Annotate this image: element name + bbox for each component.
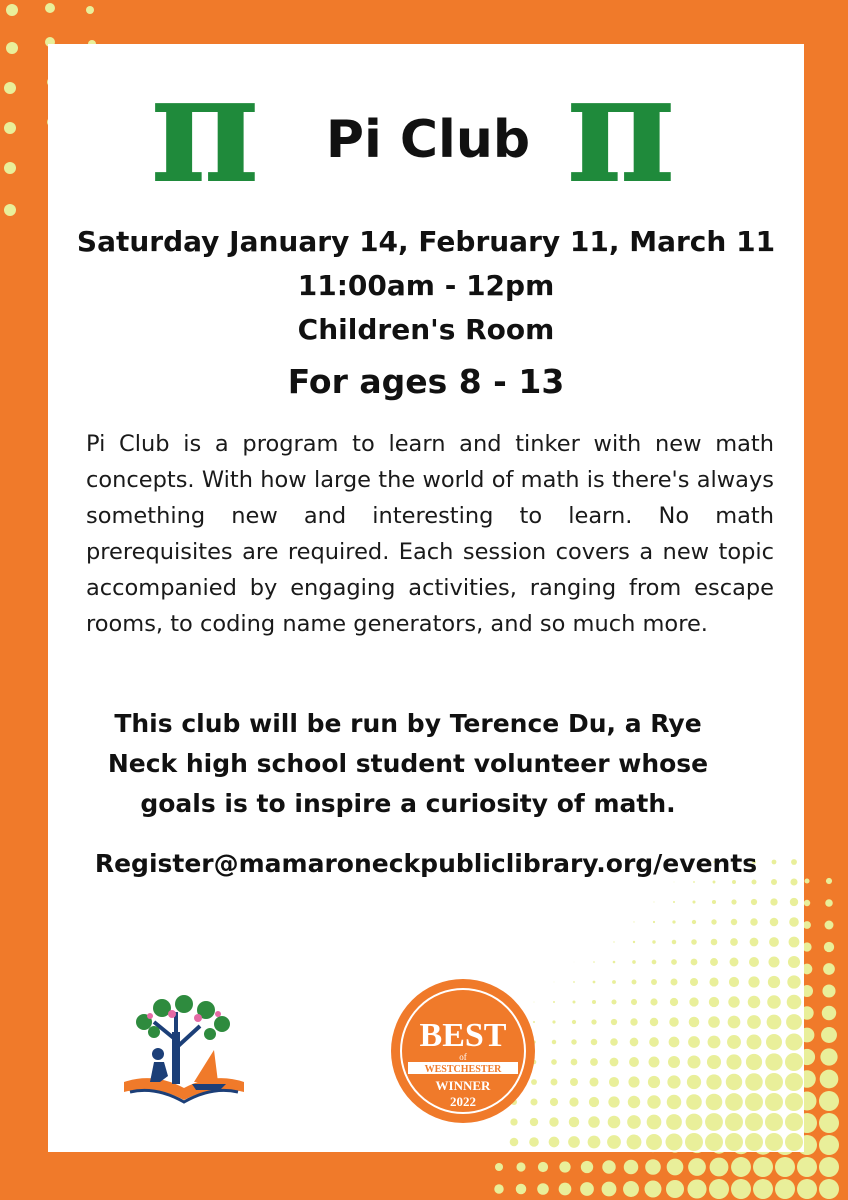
halftone-dot bbox=[581, 1161, 593, 1173]
halftone-dot bbox=[709, 977, 718, 986]
halftone-dot bbox=[775, 1157, 795, 1177]
halftone-dot bbox=[559, 1161, 570, 1172]
halftone-dot bbox=[688, 1036, 700, 1048]
halftone-dot bbox=[785, 1093, 803, 1111]
halftone-dot bbox=[691, 939, 697, 945]
halftone-dot bbox=[688, 1158, 706, 1176]
halftone-dot bbox=[765, 1113, 783, 1131]
halftone-dot bbox=[516, 1184, 527, 1195]
badge-of: of bbox=[459, 1052, 467, 1062]
halftone-dot bbox=[786, 1014, 802, 1030]
halftone-dot bbox=[790, 898, 798, 906]
halftone-dot bbox=[549, 1137, 560, 1148]
halftone-dot bbox=[613, 941, 614, 942]
halftone-dot bbox=[747, 1015, 761, 1029]
halftone-dot bbox=[785, 1033, 802, 1050]
halftone-dot bbox=[554, 982, 555, 983]
halftone-dot bbox=[538, 1162, 548, 1172]
halftone-dot bbox=[648, 1076, 660, 1088]
halftone-dot bbox=[789, 937, 800, 948]
halftone-dot bbox=[746, 1054, 762, 1070]
halftone-dot bbox=[651, 979, 657, 985]
halftone-dot bbox=[589, 1077, 598, 1086]
halftone-dot bbox=[666, 1134, 683, 1151]
badge-region: WESTCHESTER bbox=[424, 1064, 502, 1075]
halftone-dot bbox=[803, 921, 811, 929]
halftone-dot bbox=[753, 1179, 773, 1199]
halftone-dot bbox=[588, 1136, 601, 1149]
halftone-dot bbox=[692, 900, 695, 903]
halftone-dot bbox=[649, 1057, 660, 1068]
halftone-dot bbox=[710, 958, 718, 966]
halftone-dot bbox=[731, 1179, 751, 1199]
halftone-dot bbox=[627, 1115, 641, 1129]
flyer-card bbox=[48, 44, 804, 1152]
halftone-dot bbox=[710, 1158, 729, 1177]
halftone-dot bbox=[824, 942, 834, 952]
halftone-dot bbox=[571, 1059, 578, 1066]
badge-winner: WINNER bbox=[435, 1078, 491, 1093]
halftone-dot bbox=[825, 899, 833, 907]
halftone-dot bbox=[611, 1019, 617, 1025]
halftone-dot bbox=[674, 882, 675, 883]
halftone-dot bbox=[686, 1094, 702, 1110]
halftone-dot bbox=[731, 919, 737, 925]
halftone-dot bbox=[549, 1117, 558, 1126]
halftone-dot bbox=[569, 1117, 579, 1127]
halftone-dot bbox=[769, 937, 779, 947]
halftone-dot bbox=[591, 1039, 598, 1046]
halftone-dot bbox=[646, 1134, 662, 1150]
halftone-dot bbox=[569, 1097, 578, 1106]
halftone-dot bbox=[689, 997, 698, 1006]
register-link[interactable]: Register@mamaroneckpubliclibrary.org/events bbox=[94, 849, 758, 878]
halftone-dot bbox=[709, 1179, 729, 1199]
halftone-dot bbox=[712, 900, 716, 904]
halftone-dot bbox=[550, 1098, 558, 1106]
halftone-dot bbox=[592, 1000, 596, 1004]
halftone-dot bbox=[709, 997, 719, 1007]
halftone-dot bbox=[593, 981, 596, 984]
halftone-dot bbox=[711, 939, 718, 946]
halftone-dot bbox=[765, 1093, 783, 1111]
halftone-dot bbox=[826, 878, 832, 884]
halftone-dot bbox=[632, 980, 637, 985]
halftone-dot bbox=[609, 1077, 619, 1087]
halftone-dot bbox=[685, 1133, 703, 1151]
halftone-dot bbox=[552, 1040, 556, 1044]
halftone-dot bbox=[650, 1018, 658, 1026]
halftone-dot bbox=[608, 1116, 621, 1129]
halftone-dot bbox=[820, 1070, 839, 1089]
halftone-dot bbox=[787, 975, 800, 988]
halftone-dot bbox=[516, 1162, 525, 1171]
halftone-dot bbox=[551, 1059, 557, 1065]
halftone-dot bbox=[610, 1038, 618, 1046]
halftone-dot bbox=[645, 1159, 661, 1175]
halftone-dot bbox=[668, 1056, 680, 1068]
halftone-dot bbox=[495, 1163, 503, 1171]
halftone-dot bbox=[797, 1157, 817, 1177]
halftone-dot bbox=[797, 1179, 817, 1199]
halftone-dot bbox=[785, 1073, 803, 1091]
decorative-dots-inside bbox=[504, 852, 804, 1152]
halftone-dot bbox=[608, 1096, 619, 1107]
halftone-dot bbox=[748, 976, 759, 987]
halftone-dot bbox=[825, 921, 834, 930]
page-title: Pi Club bbox=[325, 110, 531, 170]
halftone-dot bbox=[725, 1113, 743, 1131]
halftone-dot bbox=[819, 1091, 839, 1111]
halftone-dot bbox=[745, 1073, 762, 1090]
halftone-dot bbox=[708, 1036, 721, 1049]
halftone-dot bbox=[633, 921, 634, 922]
halftone-dot bbox=[770, 898, 777, 905]
halftone-dot bbox=[725, 1133, 743, 1151]
halftone-dot bbox=[765, 1133, 783, 1151]
halftone-dot bbox=[789, 917, 799, 927]
halftone-dot bbox=[671, 959, 677, 965]
halftone-dot bbox=[529, 1137, 539, 1147]
halftone-dot bbox=[765, 1053, 782, 1070]
halftone-dot bbox=[666, 1114, 682, 1130]
halftone-dot bbox=[673, 901, 675, 903]
halftone-dot bbox=[706, 1074, 721, 1089]
halftone-dot bbox=[613, 961, 616, 964]
halftone-dot bbox=[610, 1058, 619, 1067]
halftone-dot bbox=[667, 1159, 684, 1176]
halftone-dot bbox=[804, 878, 809, 883]
halftone-dot bbox=[650, 998, 657, 1005]
pi-symbol-left: π bbox=[150, 44, 260, 217]
halftone-dot bbox=[573, 1001, 576, 1004]
halftone-dot bbox=[632, 960, 636, 964]
halftone-dot bbox=[649, 1037, 659, 1047]
halftone-dot bbox=[785, 1133, 803, 1151]
halftone-dot bbox=[552, 1020, 555, 1023]
halftone-dot bbox=[687, 1055, 700, 1068]
halftone-dot bbox=[570, 1078, 578, 1086]
halftone-dot bbox=[785, 1113, 803, 1131]
halftone-dot bbox=[732, 880, 736, 884]
halftone-dot bbox=[551, 1079, 558, 1086]
halftone-dot bbox=[647, 1095, 660, 1108]
halftone-dot bbox=[667, 1095, 682, 1110]
halftone-dot bbox=[747, 1035, 762, 1050]
halftone-dot bbox=[729, 977, 739, 987]
halftone-dot bbox=[819, 1179, 839, 1199]
halftone-dot bbox=[765, 1073, 783, 1091]
badge-year: 2022 bbox=[450, 1094, 476, 1109]
halftone-dot bbox=[788, 956, 800, 968]
halftone-dot bbox=[588, 1116, 600, 1128]
halftone-dot bbox=[745, 1093, 763, 1111]
halftone-dot bbox=[751, 899, 757, 905]
pi-symbol-right: π bbox=[566, 44, 676, 217]
halftone-dot bbox=[667, 1075, 680, 1088]
halftone-dot bbox=[494, 1184, 503, 1193]
halftone-dot bbox=[671, 979, 678, 986]
halftone-dot bbox=[628, 1096, 640, 1108]
halftone-dot bbox=[731, 1157, 751, 1177]
halftone-dot bbox=[822, 984, 835, 997]
halftone-dot bbox=[705, 1133, 723, 1151]
halftone-dot bbox=[647, 1115, 662, 1130]
halftone-dot bbox=[730, 958, 739, 967]
halftone-dot bbox=[708, 1016, 720, 1028]
halftone-dot bbox=[630, 1038, 639, 1047]
title-row bbox=[48, 44, 804, 217]
schedule bbox=[48, 220, 804, 352]
halftone-dot bbox=[628, 1076, 639, 1087]
halftone-dot bbox=[652, 940, 655, 943]
halftone-dot bbox=[623, 1181, 639, 1197]
halftone-dot bbox=[602, 1160, 615, 1173]
halftone-dot bbox=[510, 1138, 519, 1147]
halftone-dot bbox=[820, 1048, 837, 1065]
halftone-dot bbox=[630, 1018, 637, 1025]
halftone-dot bbox=[768, 956, 779, 967]
halftone-dot bbox=[767, 995, 781, 1009]
halftone-dot bbox=[590, 1058, 598, 1066]
halftone-dot bbox=[629, 1057, 639, 1067]
halftone-dot bbox=[602, 1182, 617, 1197]
halftone-dot bbox=[725, 1093, 743, 1111]
halftone-dot bbox=[589, 1097, 599, 1107]
halftone-dot bbox=[823, 963, 835, 975]
halftone-dot bbox=[785, 1053, 803, 1071]
halftone-dot bbox=[672, 920, 675, 923]
halftone-dot bbox=[728, 996, 739, 1007]
halftone-dot bbox=[572, 1020, 576, 1024]
halftone-dot bbox=[633, 941, 635, 943]
halftone-dot bbox=[593, 961, 595, 963]
halftone-dot bbox=[768, 976, 780, 988]
age-range: For ages 8 - 13 bbox=[287, 362, 565, 401]
halftone-dot bbox=[607, 1135, 621, 1149]
halftone-dot bbox=[669, 1017, 679, 1027]
halftone-dot bbox=[672, 940, 677, 945]
halftone-dot bbox=[693, 881, 695, 883]
halftone-dot bbox=[728, 1016, 741, 1029]
halftone-dot bbox=[573, 981, 575, 983]
halftone-dot bbox=[730, 938, 738, 946]
halftone-dot bbox=[711, 919, 716, 924]
halftone-dot bbox=[653, 921, 655, 923]
halftone-dot bbox=[627, 1135, 642, 1150]
halftone-dot bbox=[713, 881, 716, 884]
halftone-dot bbox=[537, 1183, 549, 1195]
halftone-dot bbox=[731, 899, 736, 904]
halftone-dot bbox=[770, 918, 779, 927]
halftone-dot bbox=[726, 1074, 742, 1090]
schedule-dates: Saturday January 14, February 11, March 11 bbox=[76, 225, 776, 258]
halftone-dot bbox=[553, 1001, 555, 1003]
halftone-dot bbox=[692, 920, 696, 924]
halftone-dot bbox=[745, 1133, 763, 1151]
halftone-dot bbox=[726, 1054, 741, 1069]
best-of-westchester-badge bbox=[388, 976, 538, 1126]
halftone-dot bbox=[654, 902, 655, 903]
halftone-dot bbox=[822, 1006, 836, 1020]
halftone-dot bbox=[669, 1037, 680, 1048]
halftone-dot bbox=[559, 1183, 572, 1196]
halftone-dot bbox=[670, 998, 678, 1006]
halftone-dot bbox=[707, 1055, 721, 1069]
halftone-dot bbox=[580, 1182, 594, 1196]
halftone-dot bbox=[727, 1035, 741, 1049]
runner-info: This club will be run by Terence Du, a Rye Neck high school student volunteer whose goals is to inspire a curiosity of math. bbox=[107, 709, 709, 818]
halftone-dot bbox=[686, 1114, 703, 1131]
badge-best: BEST bbox=[419, 1017, 507, 1054]
halftone-dot bbox=[706, 1094, 723, 1111]
halftone-dot bbox=[790, 878, 797, 885]
halftone-dot bbox=[705, 1113, 723, 1131]
halftone-dot bbox=[775, 1179, 795, 1199]
halftone-dot bbox=[745, 1113, 763, 1131]
halftone-dot bbox=[771, 879, 777, 885]
halftone-dot bbox=[749, 957, 759, 967]
halftone-dot bbox=[568, 1136, 580, 1148]
halftone-dot bbox=[767, 1015, 782, 1030]
halftone-dot bbox=[666, 1180, 684, 1198]
schedule-location: Children's Room bbox=[297, 313, 555, 346]
halftone-dot bbox=[631, 999, 637, 1005]
halftone-dot bbox=[687, 1179, 706, 1198]
halftone-dot bbox=[748, 996, 760, 1008]
halftone-dot bbox=[766, 1034, 782, 1050]
library-logo bbox=[114, 992, 254, 1112]
halftone-dot bbox=[689, 1017, 700, 1028]
halftone-dot bbox=[821, 1027, 837, 1043]
halftone-dot bbox=[687, 1075, 701, 1089]
halftone-dot bbox=[652, 960, 657, 965]
program-description: Pi Club is a program to learn and tinker with new math concepts. With how large the world of math is there's always something new and interesting to learn. No math prerequisites are required. Each session covers a new topic accompanied by engaging activities, ranging from escape rooms, to coding name generators, and so much more. bbox=[86, 431, 774, 637]
halftone-dot bbox=[645, 1181, 662, 1198]
halftone-dot bbox=[750, 938, 759, 947]
halftone-dot bbox=[624, 1160, 639, 1175]
halftone-dot bbox=[591, 1019, 596, 1024]
halftone-dot bbox=[612, 980, 616, 984]
halftone-dot bbox=[819, 1135, 839, 1155]
halftone-dot bbox=[571, 1039, 576, 1044]
halftone-dot bbox=[750, 918, 757, 925]
halftone-dot bbox=[691, 959, 698, 966]
halftone-dot bbox=[753, 1157, 773, 1177]
badge-arc-textpath: Westchester Magazine bbox=[479, 983, 533, 1037]
halftone-dot bbox=[611, 999, 616, 1004]
halftone-dot bbox=[690, 978, 698, 986]
halftone-dot bbox=[752, 880, 757, 885]
halftone-dot bbox=[787, 995, 802, 1010]
halftone-dot bbox=[819, 1113, 839, 1133]
halftone-dot bbox=[804, 900, 810, 906]
halftone-dot bbox=[819, 1157, 839, 1177]
schedule-time: 11:00am - 12pm bbox=[297, 269, 555, 302]
